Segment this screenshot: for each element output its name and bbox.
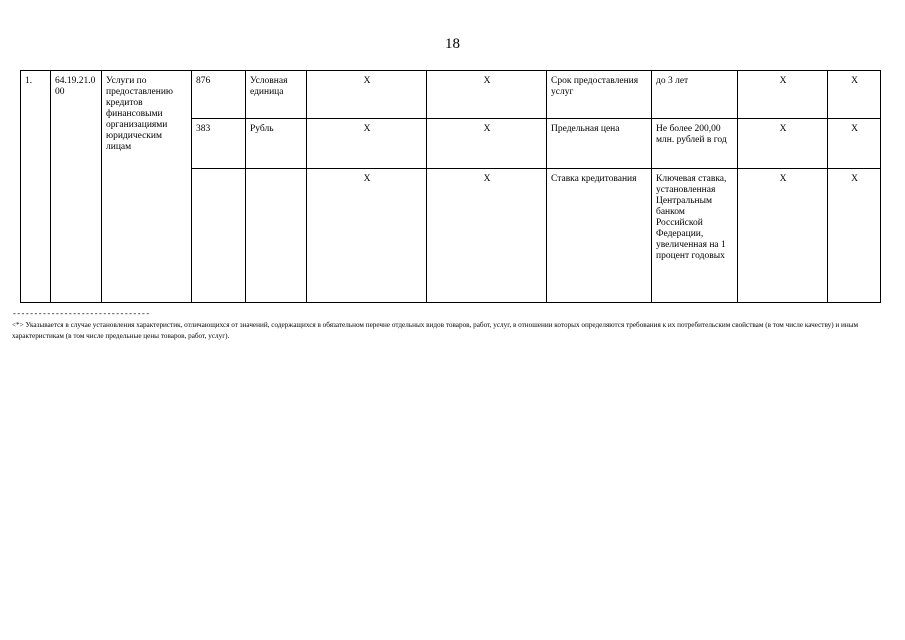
row-number-cell: 1. <box>21 71 51 303</box>
value-cell: Не более 200,00 млн. рублей в год <box>652 119 738 169</box>
x-cell: X <box>427 119 547 169</box>
footnote-text: <*> Указывается в случае установления характеристик, отличающихся от значений, содержащихся в обязательном перечне отдельных видов товаров, работ, услуг, в отношении которых определяются требования к их потребительским свойствам (в том числе качеству) и иным характеристикам (в том числе предельные цены товаров, работ, услуг). <box>12 321 859 340</box>
characteristic-cell: Предельная цена <box>547 119 652 169</box>
value-cell: Ключевая ставка, установленная Центральным банком Российской Федерации, увеличенная на 1 процент годовых <box>652 169 738 303</box>
table-row <box>21 71 881 119</box>
characteristic-cell: Срок предоставления услуг <box>547 71 652 119</box>
x-cell: X <box>738 169 828 303</box>
value-cell: до 3 лет <box>652 71 738 119</box>
service-name-cell: Услуги по предоставлению кредитов финансовыми организациями юридическим лицам <box>102 71 192 303</box>
x-cell: X <box>828 119 881 169</box>
unit-code-cell: 383 <box>192 119 246 169</box>
x-cell: X <box>307 169 427 303</box>
requirements-table <box>20 70 881 303</box>
unit-name-cell <box>246 169 307 303</box>
code-cell: 64.19.21.000 <box>51 71 102 303</box>
x-cell: X <box>307 119 427 169</box>
x-cell: X <box>307 71 427 119</box>
x-cell: X <box>427 169 547 303</box>
characteristic-cell: Ставка кредитования <box>547 169 652 303</box>
page-number: 18 <box>445 36 460 52</box>
x-cell: X <box>738 119 828 169</box>
unit-name-cell: Условная единица <box>246 71 307 119</box>
unit-name-cell: Рубль <box>246 119 307 169</box>
x-cell: X <box>828 71 881 119</box>
unit-code-cell <box>192 169 246 303</box>
unit-code-cell: 876 <box>192 71 246 119</box>
x-cell: X <box>828 169 881 303</box>
x-cell: X <box>738 71 828 119</box>
footnote-separator: -------------------------------- <box>12 310 150 319</box>
x-cell: X <box>427 71 547 119</box>
